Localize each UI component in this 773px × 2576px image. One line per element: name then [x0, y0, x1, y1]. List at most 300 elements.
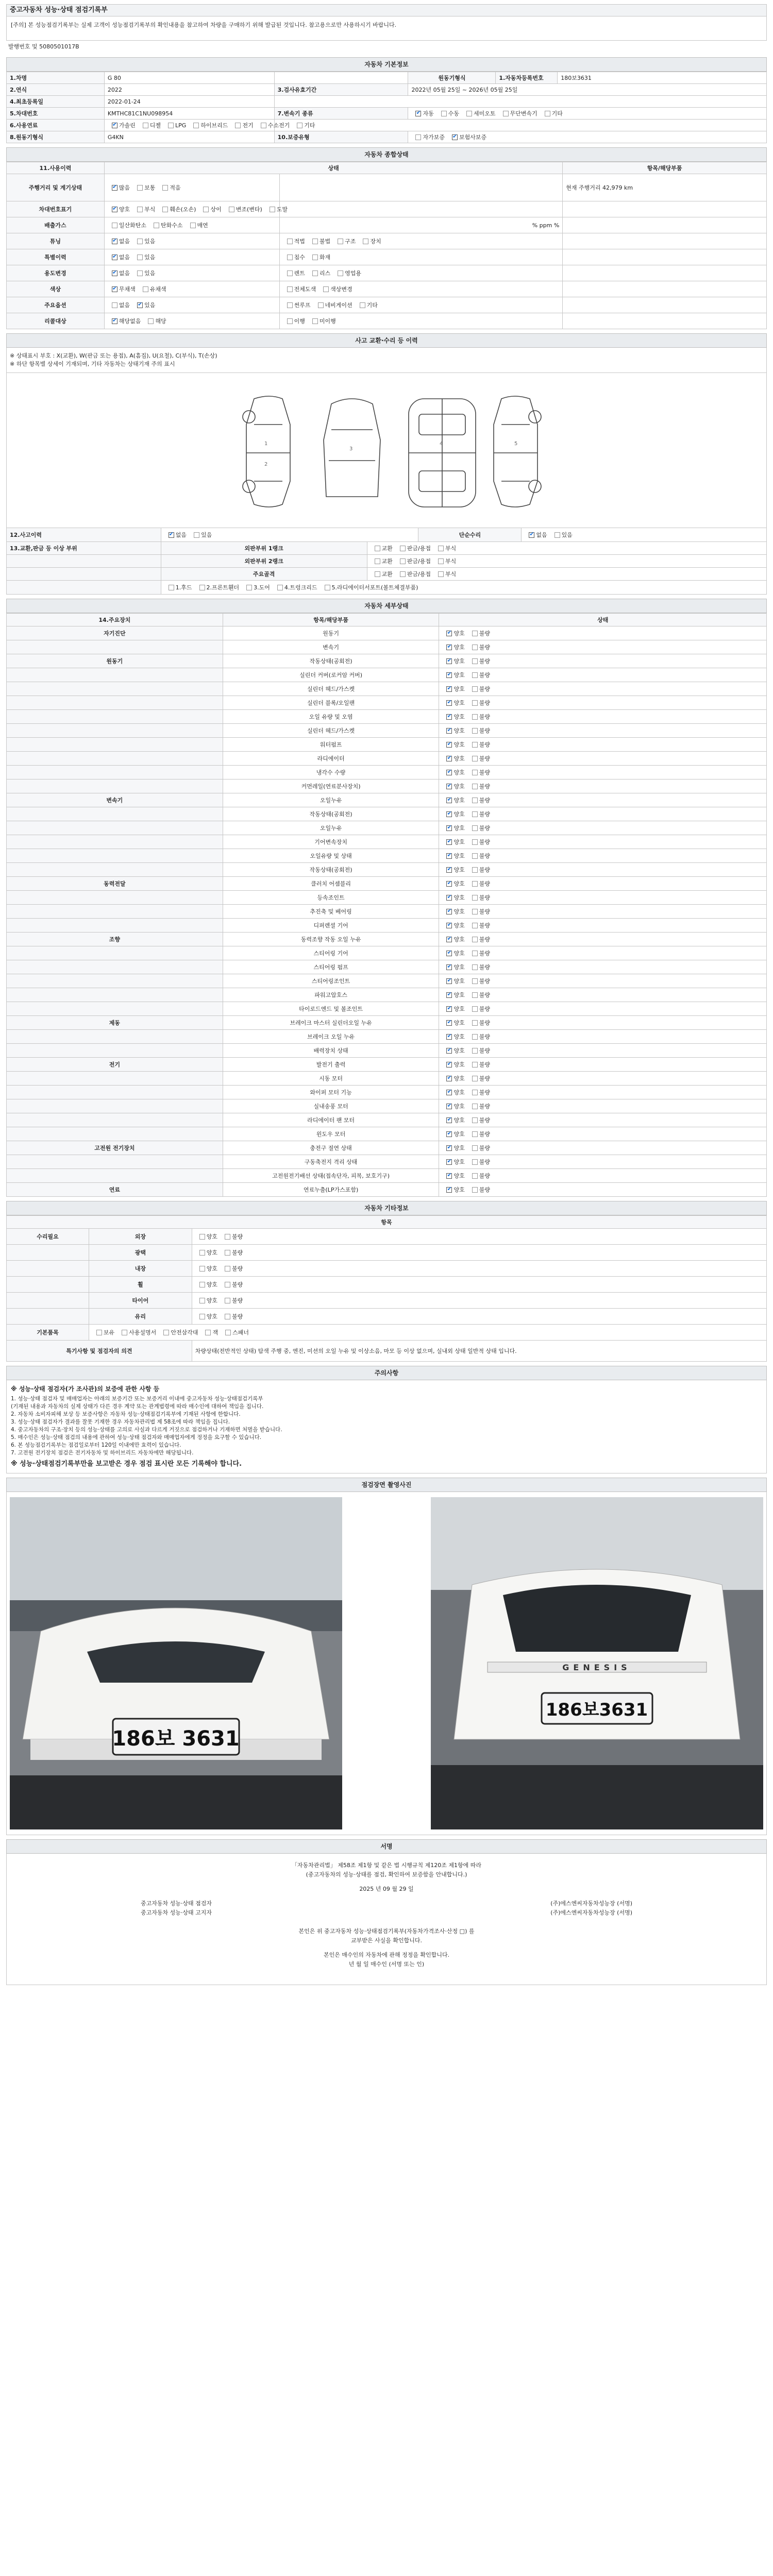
- overall-option: [186, 221, 208, 229]
- repair-checkbox[interactable]: [554, 532, 560, 538]
- detail-checkbox[interactable]: [446, 825, 452, 831]
- detail-checkbox[interactable]: [472, 1048, 478, 1054]
- overall-checkbox[interactable]: [137, 207, 143, 212]
- detail-checkbox[interactable]: [446, 1020, 452, 1026]
- rank-checkbox[interactable]: [400, 571, 406, 577]
- damage-accident-options: [161, 528, 419, 541]
- sign-line-1: 「자동차관리법」 제58조 제1항 및 같은 법 시행규칙 제120조 제1항에 따라: [291, 1862, 482, 1869]
- other-checkbox[interactable]: [225, 1234, 230, 1240]
- detail-state: [439, 779, 767, 793]
- warranty-checkbox[interactable]: [415, 134, 421, 140]
- overall-option: [199, 205, 221, 213]
- overall2-checkbox[interactable]: [312, 239, 318, 244]
- other-basic-options: [89, 1325, 767, 1340]
- fuel-option-label: 전기: [242, 122, 254, 129]
- rank-checkbox[interactable]: [438, 571, 444, 577]
- detail-checkbox[interactable]: [472, 937, 478, 942]
- notes-line: 2. 자동차 소비자피해 보상 등 보증사항은 자동차 성능·상태점검기록부에 기재된 사항에 한합니다.: [11, 1411, 241, 1417]
- basic-item-checkbox[interactable]: [96, 1330, 102, 1335]
- fuel-checkbox[interactable]: [193, 123, 199, 128]
- transmission-checkbox[interactable]: [415, 111, 421, 116]
- detail-checkbox[interactable]: [446, 937, 452, 942]
- detail-checkbox[interactable]: [446, 881, 452, 887]
- overall-option-label: 없음: [119, 238, 130, 245]
- sign-date: 2025 년 09 월 29 일: [359, 1886, 414, 1892]
- detail-checkbox[interactable]: [472, 1062, 478, 1067]
- detail-checkbox[interactable]: [446, 1090, 452, 1095]
- detail-checkbox[interactable]: [472, 798, 478, 803]
- detail-checkbox[interactable]: [472, 672, 478, 678]
- overall2-checkbox[interactable]: [287, 318, 293, 324]
- detail-checkbox[interactable]: [472, 839, 478, 845]
- overall2-checkbox[interactable]: [287, 270, 293, 276]
- detail-checkbox[interactable]: [472, 1034, 478, 1040]
- overall-checkbox[interactable]: [112, 286, 117, 292]
- overall2-checkbox[interactable]: [312, 255, 318, 260]
- detail-checkbox[interactable]: [446, 895, 452, 901]
- overall-row: [7, 313, 767, 329]
- other-checkbox[interactable]: [199, 1266, 205, 1272]
- overall-option: [108, 301, 130, 309]
- detail-checkbox[interactable]: [446, 686, 452, 692]
- other-checkbox[interactable]: [199, 1234, 205, 1240]
- detail-option-label: 불량: [479, 658, 490, 665]
- overall-value: [563, 201, 767, 217]
- detail-option: [442, 657, 464, 665]
- fuel-checkbox[interactable]: [112, 123, 117, 128]
- detail-checkbox[interactable]: [472, 867, 478, 873]
- overall-row: [7, 297, 767, 313]
- detail-option: [468, 1185, 490, 1194]
- transmission-option-label: 무단변속기: [510, 110, 537, 117]
- detail-option-label: 불량: [479, 936, 490, 943]
- overall3-option-label: 장치: [370, 238, 381, 245]
- sign-notifier-label: 중고자동차 성능·상태 고지자: [141, 1909, 212, 1916]
- detail-checkbox[interactable]: [472, 631, 478, 636]
- rank-checkbox[interactable]: [375, 558, 380, 564]
- detail-checkbox[interactable]: [472, 1159, 478, 1165]
- other-header: 항목: [7, 1216, 767, 1228]
- detail-checkbox[interactable]: [446, 839, 452, 845]
- detail-checkbox[interactable]: [472, 992, 478, 998]
- detail-checkbox[interactable]: [472, 658, 478, 664]
- detail-checkbox[interactable]: [472, 1006, 478, 1012]
- basic-label-2: 7.변속기 종류: [275, 108, 409, 119]
- other-option-label: 양호: [206, 1265, 218, 1272]
- overall-checkbox[interactable]: [162, 207, 168, 212]
- repair-checkbox[interactable]: [529, 532, 534, 538]
- detail-item-label: 라디에이터: [223, 752, 440, 765]
- detail-checkbox[interactable]: [472, 700, 478, 706]
- detail-checkbox[interactable]: [446, 1131, 452, 1137]
- overall3-checkbox[interactable]: [338, 239, 343, 244]
- detail-checkbox[interactable]: [446, 1062, 452, 1067]
- section-other-info: 자동차 기타정보: [6, 1201, 767, 1215]
- detail-checkbox[interactable]: [472, 1020, 478, 1026]
- overall3-checkbox[interactable]: [363, 239, 368, 244]
- rank-checkbox[interactable]: [400, 546, 406, 551]
- detail-item-label: 브레이크 오일 누유: [223, 1030, 440, 1043]
- other-options: [192, 1277, 767, 1292]
- overall-checkbox[interactable]: [162, 185, 168, 191]
- detail-checkbox[interactable]: [446, 1048, 452, 1054]
- other-checkbox[interactable]: [225, 1266, 230, 1272]
- detail-state: [439, 654, 767, 668]
- detail-option: [468, 685, 490, 693]
- detail-option: [442, 838, 464, 846]
- rank-checkbox[interactable]: [438, 546, 444, 551]
- damage-repair-label: 단순수리: [418, 528, 522, 541]
- overall3-option: [333, 237, 356, 245]
- notes-line: (기재된 내용과 자동차의 실제 상태가 다른 경우 계약 또는 관계법령에 따라 매수인에 대하여 책임을 집니다.: [11, 1403, 264, 1410]
- detail-checkbox[interactable]: [446, 742, 452, 748]
- photo-rear-plate: 186보3631: [545, 1700, 648, 1720]
- detail-group-label: 조향: [7, 933, 223, 946]
- detail-row: [7, 724, 767, 738]
- other-checkbox[interactable]: [199, 1298, 205, 1303]
- rank-checkbox[interactable]: [400, 558, 406, 564]
- other-option-label: 불량: [232, 1297, 243, 1304]
- detail-option-label: 불량: [479, 839, 490, 845]
- other-row: [7, 1277, 767, 1293]
- overall-checkbox[interactable]: [137, 302, 143, 308]
- detail-checkbox[interactable]: [446, 658, 452, 664]
- part-checkbox[interactable]: [246, 585, 252, 590]
- overall2-option: [308, 269, 330, 277]
- damage-repair-options: [522, 528, 767, 541]
- overall2-option: [308, 237, 330, 245]
- overall-options-2: [280, 233, 563, 249]
- basic-item-checkbox[interactable]: [122, 1330, 127, 1335]
- overall-option-label: 해당없음: [119, 318, 141, 325]
- detail-state: [439, 1155, 767, 1168]
- detail-option-label: 불량: [479, 727, 490, 734]
- overall-options-2: [280, 174, 563, 201]
- detail-checkbox[interactable]: [472, 728, 478, 734]
- detail-checkbox[interactable]: [472, 881, 478, 887]
- detail-option: [468, 1019, 490, 1027]
- detail-checkbox[interactable]: [446, 631, 452, 636]
- overall2-checkbox[interactable]: [287, 302, 293, 308]
- rank-option: [434, 557, 456, 565]
- detail-checkbox[interactable]: [446, 1159, 452, 1165]
- detail-group-label: [7, 724, 223, 737]
- detail-checkbox[interactable]: [446, 1187, 452, 1193]
- accident-checkbox[interactable]: [194, 532, 199, 538]
- detail-checkbox[interactable]: [472, 895, 478, 901]
- overall-checkbox[interactable]: [137, 270, 143, 276]
- detail-checkbox[interactable]: [472, 909, 478, 914]
- detail-checkbox[interactable]: [472, 964, 478, 970]
- overall-checkbox[interactable]: [270, 207, 275, 212]
- overall2-option: [308, 317, 336, 325]
- detail-checkbox[interactable]: [446, 951, 452, 956]
- detail-checkbox[interactable]: [446, 728, 452, 734]
- other-checkbox[interactable]: [225, 1282, 230, 1287]
- detail-item-label: 오일유량 및 상태: [223, 849, 440, 862]
- detail-group-label: [7, 974, 223, 988]
- basic-item-checkbox[interactable]: [225, 1330, 231, 1335]
- detail-row: [7, 710, 767, 724]
- overall-checkbox[interactable]: [203, 207, 209, 212]
- other-row: [7, 1309, 767, 1325]
- fuel-checkbox[interactable]: [261, 123, 266, 128]
- photo-rear-brand: GENESIS: [562, 1663, 631, 1672]
- part-checkbox[interactable]: [199, 585, 205, 590]
- damage-rank-row: [7, 542, 767, 555]
- detail-row: [7, 877, 767, 891]
- other-checkbox[interactable]: [225, 1298, 230, 1303]
- overall-options-2: [280, 201, 563, 217]
- overall-checkbox[interactable]: [137, 239, 143, 244]
- overall2-checkbox[interactable]: [312, 270, 318, 276]
- overall-option: [158, 205, 196, 213]
- accident-checkbox[interactable]: [169, 532, 174, 538]
- detail-checkbox[interactable]: [472, 770, 478, 775]
- detail-checkbox[interactable]: [446, 1076, 452, 1081]
- detail-option-label: 양호: [453, 741, 465, 748]
- detail-row: [7, 1016, 767, 1030]
- basic-value-3: 180보3631: [558, 72, 767, 83]
- overall-checkbox[interactable]: [112, 185, 117, 191]
- detail-checkbox[interactable]: [472, 978, 478, 984]
- svg-text:2: 2: [264, 462, 268, 467]
- detail-state: [439, 1002, 767, 1015]
- overall-checkbox[interactable]: [143, 286, 148, 292]
- detail-checkbox[interactable]: [472, 951, 478, 956]
- detail-checkbox[interactable]: [446, 992, 452, 998]
- part-checkbox[interactable]: [325, 585, 330, 590]
- rank-option-label: 교환: [381, 558, 393, 565]
- detail-checkbox[interactable]: [446, 964, 452, 970]
- detail-checkbox[interactable]: [472, 756, 478, 761]
- detail-checkbox[interactable]: [446, 923, 452, 928]
- detail-option-label: 양호: [453, 769, 465, 776]
- overall-checkbox[interactable]: [137, 185, 143, 191]
- overall2-checkbox[interactable]: [360, 302, 365, 308]
- overall2-checkbox[interactable]: [287, 286, 293, 292]
- overall-checkbox[interactable]: [148, 318, 154, 324]
- section-detail-status: 자동차 세부상태: [6, 599, 767, 613]
- detail-checkbox[interactable]: [446, 1034, 452, 1040]
- transmission-checkbox[interactable]: [466, 111, 472, 116]
- overall2-checkbox[interactable]: [287, 239, 293, 244]
- detail-checkbox[interactable]: [446, 756, 452, 761]
- detail-option: [468, 866, 490, 874]
- detail-state: [439, 919, 767, 932]
- transmission-checkbox[interactable]: [545, 111, 550, 116]
- detail-option-label: 불량: [479, 1173, 490, 1179]
- basic-label-2: 10.보증유형: [275, 131, 409, 143]
- overall-options: [105, 297, 280, 313]
- other-checkbox[interactable]: [199, 1250, 205, 1256]
- detail-option: [442, 977, 464, 985]
- detail-checkbox[interactable]: [472, 742, 478, 748]
- detail-checkbox[interactable]: [446, 1173, 452, 1179]
- overall-checkbox[interactable]: [154, 223, 159, 228]
- detail-option: [468, 1172, 490, 1180]
- detail-checkbox[interactable]: [446, 867, 452, 873]
- overall-label: 리콜대상: [7, 313, 105, 329]
- overall-option-label: 도말: [276, 206, 288, 213]
- overall2-option-label: 적법: [294, 238, 305, 245]
- detail-checkbox[interactable]: [446, 909, 452, 914]
- overall2-checkbox[interactable]: [287, 255, 293, 260]
- detail-option-label: 양호: [453, 1187, 465, 1193]
- detail-checkbox[interactable]: [472, 853, 478, 859]
- damage-rank-options: [367, 568, 767, 580]
- detail-state: [439, 1127, 767, 1141]
- damage-parts-options: [161, 581, 767, 594]
- notes-line: 7. 고전원 전기장치 점검은 전기자동차 및 하이브리드 자동차에만 해당됩니다.: [11, 1450, 194, 1456]
- basic-info-table: [6, 72, 767, 143]
- detail-checkbox[interactable]: [472, 1131, 478, 1137]
- fuel-checkbox[interactable]: [235, 123, 241, 128]
- fuel-checkbox[interactable]: [297, 123, 303, 128]
- overall2-checkbox[interactable]: [323, 286, 329, 292]
- car-diagram-svg: [7, 373, 767, 528]
- detail-checkbox[interactable]: [446, 672, 452, 678]
- detail-checkbox[interactable]: [446, 770, 452, 775]
- detail-checkbox[interactable]: [446, 1006, 452, 1012]
- rank-option: [396, 544, 431, 552]
- detail-option-label: 양호: [453, 700, 465, 706]
- overall-checkbox[interactable]: [112, 223, 117, 228]
- detail-checkbox[interactable]: [446, 784, 452, 789]
- detail-checkbox[interactable]: [446, 1117, 452, 1123]
- damage-rank-options: [367, 555, 767, 567]
- overall-option: [149, 221, 183, 229]
- detail-row: [7, 960, 767, 974]
- detail-option: [442, 671, 464, 679]
- overall2-checkbox[interactable]: [312, 318, 318, 324]
- rank-checkbox[interactable]: [375, 571, 380, 577]
- detail-checkbox[interactable]: [472, 686, 478, 692]
- detail-checkbox[interactable]: [446, 700, 452, 706]
- detail-row: [7, 793, 767, 807]
- detail-checkbox[interactable]: [472, 784, 478, 789]
- detail-checkbox[interactable]: [472, 714, 478, 720]
- detail-item-label: 파워고압호스: [223, 988, 440, 1002]
- detail-checkbox[interactable]: [446, 714, 452, 720]
- detail-checkbox[interactable]: [472, 811, 478, 817]
- detail-checkbox[interactable]: [472, 1187, 478, 1193]
- overall-option-label: 훼손(오손): [170, 206, 196, 213]
- detail-checkbox[interactable]: [472, 1173, 478, 1179]
- overall-option: [133, 205, 155, 213]
- detail-checkbox[interactable]: [446, 978, 452, 984]
- part-checkbox[interactable]: [277, 585, 283, 590]
- other-checkbox[interactable]: [199, 1282, 205, 1287]
- detail-checkbox[interactable]: [472, 1090, 478, 1095]
- detail-row: [7, 1141, 767, 1155]
- detail-checkbox[interactable]: [472, 1117, 478, 1123]
- overall-checkbox[interactable]: [112, 302, 117, 308]
- detail-row: [7, 682, 767, 696]
- overall-checkbox[interactable]: [112, 318, 117, 324]
- overall-checkbox[interactable]: [112, 239, 117, 244]
- detail-checkbox[interactable]: [472, 645, 478, 650]
- detail-checkbox[interactable]: [446, 645, 452, 650]
- basic-item-checkbox[interactable]: [205, 1330, 211, 1335]
- overall-checkbox[interactable]: [190, 223, 196, 228]
- overall2-checkbox[interactable]: [338, 270, 343, 276]
- detail-checkbox[interactable]: [446, 811, 452, 817]
- overall-option-label: 변조(변타): [236, 206, 262, 213]
- detail-row: [7, 891, 767, 905]
- detail-checkbox[interactable]: [472, 1145, 478, 1151]
- detail-state: [439, 626, 767, 640]
- other-left-label: [7, 1245, 89, 1260]
- overall-label: 튜닝: [7, 233, 105, 249]
- warranty-checkbox[interactable]: [452, 134, 458, 140]
- detail-group-label: [7, 1086, 223, 1099]
- rank-checkbox[interactable]: [375, 546, 380, 551]
- other-checkbox[interactable]: [225, 1250, 230, 1256]
- detail-option-label: 불량: [479, 1103, 490, 1110]
- detail-option: [442, 1019, 464, 1027]
- transmission-checkbox[interactable]: [503, 111, 509, 116]
- detail-state: [439, 1086, 767, 1099]
- detail-checkbox[interactable]: [446, 1145, 452, 1151]
- overall2-option-label: 이행: [294, 318, 305, 325]
- overall-checkbox[interactable]: [229, 207, 234, 212]
- basic-item-checkbox[interactable]: [163, 1330, 169, 1335]
- transmission-option-label: 세미오토: [474, 110, 496, 117]
- svg-text:4: 4: [440, 441, 443, 447]
- detail-row: [7, 1044, 767, 1058]
- notes-line: 1. 성능·상태 점검자 및 매매업자는 아래의 보증기간 또는 보증거리 이내에 중고자동차 성능·상태점검기록부: [11, 1396, 263, 1402]
- overall-checkbox[interactable]: [112, 255, 117, 260]
- detail-checkbox[interactable]: [472, 825, 478, 831]
- detail-checkbox[interactable]: [472, 923, 478, 928]
- detail-checkbox[interactable]: [446, 798, 452, 803]
- part-checkbox[interactable]: [169, 585, 174, 590]
- section-basic-info: 자동차 기본정보: [6, 57, 767, 72]
- detail-option-label: 양호: [453, 908, 465, 915]
- overall-options-2: [280, 249, 563, 265]
- detail-checkbox[interactable]: [446, 1104, 452, 1109]
- rank-option-label: 부식: [445, 571, 457, 578]
- detail-option-label: 불량: [479, 978, 490, 985]
- fuel-checkbox[interactable]: [143, 123, 148, 128]
- svg-text:3: 3: [349, 446, 353, 452]
- detail-option-label: 불량: [479, 714, 490, 720]
- other-checkbox[interactable]: [225, 1314, 230, 1319]
- overall-checkbox[interactable]: [112, 207, 117, 212]
- overall2-option: [283, 269, 305, 277]
- notes-line: 5. 매수인은 성능·상태 점검의 내용에 관하여 성능·상태 점검자와 매매업자에게 정정을 요구할 수 있습니다.: [11, 1434, 262, 1440]
- rank-checkbox[interactable]: [438, 558, 444, 564]
- transmission-checkbox[interactable]: [441, 111, 447, 116]
- other-checkbox[interactable]: [199, 1314, 205, 1319]
- detail-checkbox[interactable]: [472, 1104, 478, 1109]
- detail-checkbox[interactable]: [472, 1076, 478, 1081]
- overall2-option-label: 네비게이션: [325, 302, 352, 309]
- damage-table: [6, 528, 767, 595]
- overall2-checkbox[interactable]: [318, 302, 324, 308]
- overall-value: [563, 313, 767, 329]
- fuel-checkbox[interactable]: [168, 123, 174, 128]
- detail-item-label: 라디에이터 팬 모터: [223, 1113, 440, 1127]
- overall-checkbox[interactable]: [137, 255, 143, 260]
- detail-item-label: 변속기: [223, 640, 440, 654]
- detail-option-label: 불량: [479, 797, 490, 804]
- overall-checkbox[interactable]: [112, 270, 117, 276]
- detail-checkbox[interactable]: [446, 853, 452, 859]
- detail-item-label: 동력조향 작동 오일 누유: [223, 933, 440, 946]
- detail-option-label: 불량: [479, 853, 490, 859]
